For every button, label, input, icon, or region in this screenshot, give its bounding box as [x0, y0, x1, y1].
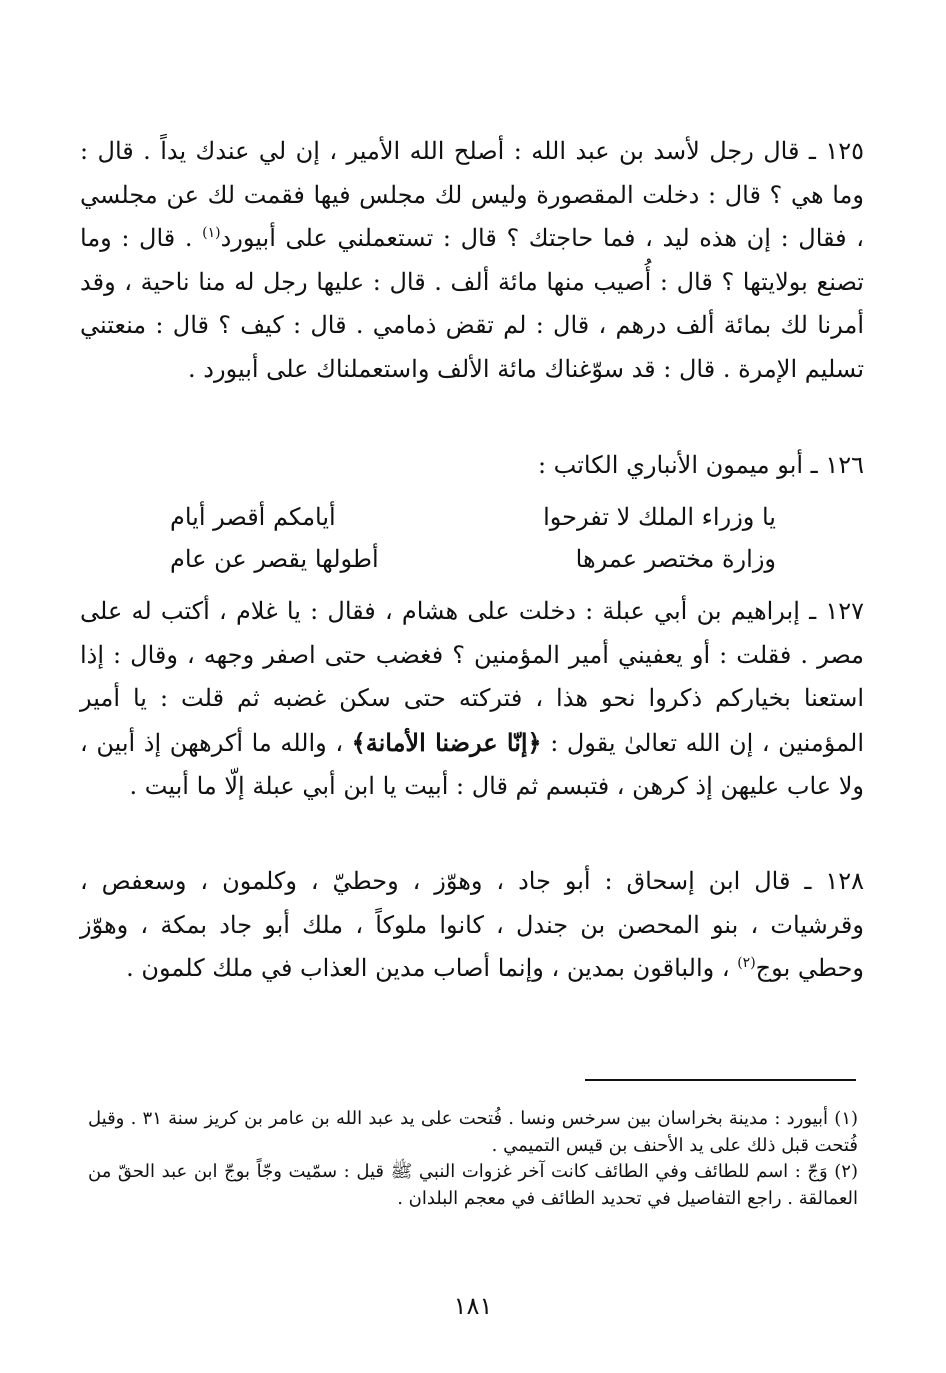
footnote-ref-2: (٢) [737, 955, 756, 972]
page-number: ١٨١ [453, 1292, 493, 1320]
footnote-ref-1: (١) [202, 225, 221, 242]
paragraph-128 [80, 860, 864, 991]
poem-hemistich-1a: يا وزراء الملك لا تفرحوا [543, 503, 776, 531]
paragraph-125 [80, 130, 864, 392]
paragraph-127 [80, 590, 864, 809]
paragraph-128-end: ، والباقون بمدين ، وإنما أصاب مدين العذاب في ملك كلمون . [126, 954, 738, 983]
poem-hemistich-2a: وزارة مختصر عمرها [575, 545, 776, 573]
footnote-divider [585, 1079, 856, 1081]
paragraph-127-end: ، والله ما أكرههن إذ أبين ، ولا عاب عليهن إذ كرهن ، فتبسم ثم قال : أبيت يا ابن أبي عبلة إلّا ما أبيت . [80, 728, 864, 801]
poem-hemistich-1b: أيامكم أقصر أيام [170, 503, 336, 531]
footnote-1: (١) أبيورد : مدينة بخراسان بين سرخس ونسا . فُتحت على يد عبد الله بن عامر بن كريز سنة ٣١ . وقيل فُتحت قبل ذلك على يد الأحنف بن قيس التميمي . [88, 1108, 859, 1156]
paragraph-128-text: ١٢٨ ـ قال ابن إسحاق : أبو جاد ، وهوّز ، وحطيّ ، وكلمون ، وسعفص ، وقرشيات ، بنو المحصن بن جندل ، كانوا ملوكاً ، ملك أبو جاد بمكة ، وهوّز وحطي بوج [80, 867, 864, 983]
poem-line-1 [170, 496, 776, 538]
poem [170, 496, 776, 580]
paragraph-127-text: ١٢٧ ـ إبراهيم بن أبي عبلة : دخلت على هشام ، فقال : يا غلام ، أكتب له على مصر . فقلت : أو يعفيني أمير المؤمنين ؟ فغضب حتى اصفر وجهه ، وقال : إذا استعنا بخياركم ذكروا نحو هذا ، فتركته حتى سكن غضبه ثم قلت : يا أمير المؤمنين ، إن الله تعالىٰ يقول : [80, 597, 865, 757]
poem-hemistich-2b: أطولها يقصر عن عام [170, 545, 379, 573]
paragraph-125-text: ١٢٥ ـ قال رجل لأسد بن عبد الله : أصلح الله الأمير ، إن لي عندك يداً . قال : وما هي ؟ قال : دخلت المقصورة وليس لك مجلس فيها فقمت لك عن مجلسي ، فقال : إن هذه ليد ، فما حاجتك ؟ قال : تستعملني على أبيورد [80, 137, 864, 253]
quran-quote: ﴿إنّا عرضنا الأمانة﴾ [351, 727, 542, 757]
footnotes [88, 1106, 858, 1212]
poem-line-2 [170, 538, 776, 580]
footnote-2: (٢) وَجّ : اسم للطائف وفي الطائف كانت آخر غزوات النبي ﷺ قيل : سمّيت وجّاً بوجّ ابن عبد الحقّ من العمالقة . راجع التفاصيل في تحديد الطائف في معجم البلدان . [88, 1161, 858, 1209]
paragraph-126: ١٢٦ ـ أبو ميمون الأنباري الكاتب : [537, 451, 864, 479]
paragraph-125-continuation: . قال : وما تصنع بولايتها ؟ قال : أُصيب منها مائة ألف . قال : عليها رجل له منا ناحية ، وقد أمرنا لك بمائة ألف درهم ، قال : لم تقض ذمامي . قال : كيف ؟ قال : منعتني تسليم الإمرة . قال : قد سوّغناك مائة الألف واستعملناك على أبيورد . [80, 224, 864, 383]
